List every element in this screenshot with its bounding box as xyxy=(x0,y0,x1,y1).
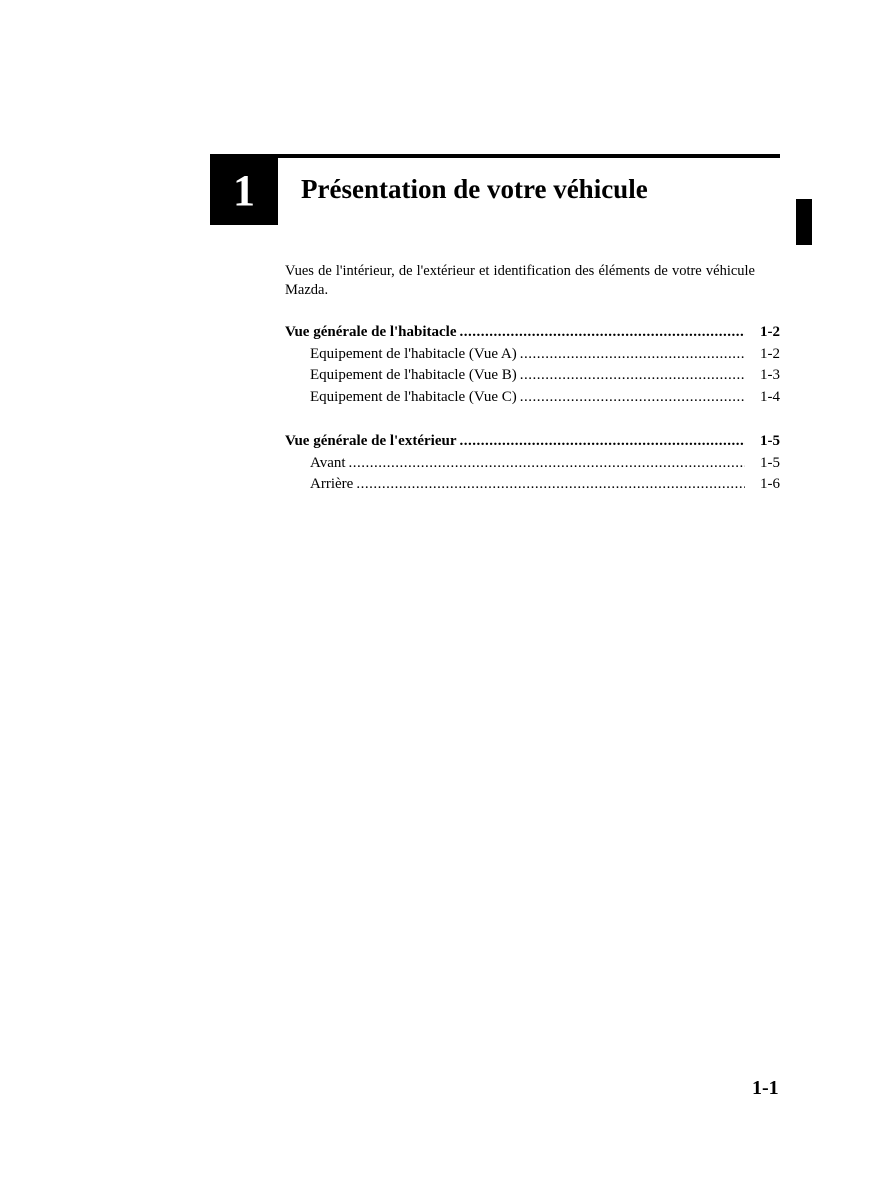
toc-entry-label: Arrière xyxy=(310,476,354,492)
chapter-intro: Vues de l'intérieur, de l'extérieur et identification des éléments de votre véhicule Mazda. xyxy=(285,263,755,298)
toc-entry-page: 1-5 xyxy=(760,433,780,449)
toc-entry[interactable] xyxy=(285,344,780,366)
toc-leader-dots xyxy=(349,453,745,475)
page-number: 1-1 xyxy=(752,1077,779,1099)
toc-leader-dots xyxy=(520,344,745,366)
toc-entry-label: Equipement de l'habitacle (Vue C) xyxy=(310,388,517,405)
toc-entry-main[interactable] xyxy=(285,431,780,453)
toc-leader-dots xyxy=(459,431,745,453)
toc-leader-dots xyxy=(520,365,745,387)
chapter-title: Présentation de votre véhicule xyxy=(301,174,648,204)
chapter-number: 1 xyxy=(233,165,255,215)
toc-entry-page: 1-3 xyxy=(760,367,780,383)
toc-entry-label: Vue générale de l'extérieur xyxy=(285,433,457,449)
toc-entry-label: Avant xyxy=(310,454,346,471)
chapter-thumb-tab xyxy=(796,199,812,245)
toc-entry[interactable] xyxy=(285,365,780,387)
toc-entry[interactable] xyxy=(285,474,780,496)
toc-leader-dots xyxy=(520,387,745,409)
toc-leader-dots xyxy=(356,474,745,496)
toc-entry[interactable] xyxy=(285,387,780,409)
toc-entry-label: Equipement de l'habitacle (Vue B) xyxy=(310,367,517,383)
toc-section-exterieur xyxy=(285,431,780,496)
toc-entry-page: 1-6 xyxy=(760,476,780,492)
toc-section-habitacle xyxy=(285,322,780,408)
toc-leader-dots xyxy=(460,322,745,344)
toc-entry-label: Vue générale de l'habitacle xyxy=(285,324,457,340)
toc-entry-page: 1-4 xyxy=(760,388,780,405)
toc-entry-label: Equipement de l'habitacle (Vue A) xyxy=(310,345,517,362)
toc-entry-page: 1-2 xyxy=(760,345,780,362)
title-rule xyxy=(210,154,780,158)
toc-entry-main[interactable] xyxy=(285,322,780,344)
toc-entry-page: 1-2 xyxy=(760,324,780,340)
toc-entry-page: 1-5 xyxy=(760,454,780,471)
toc-entry[interactable] xyxy=(285,453,780,475)
chapter-number-box xyxy=(210,156,278,225)
